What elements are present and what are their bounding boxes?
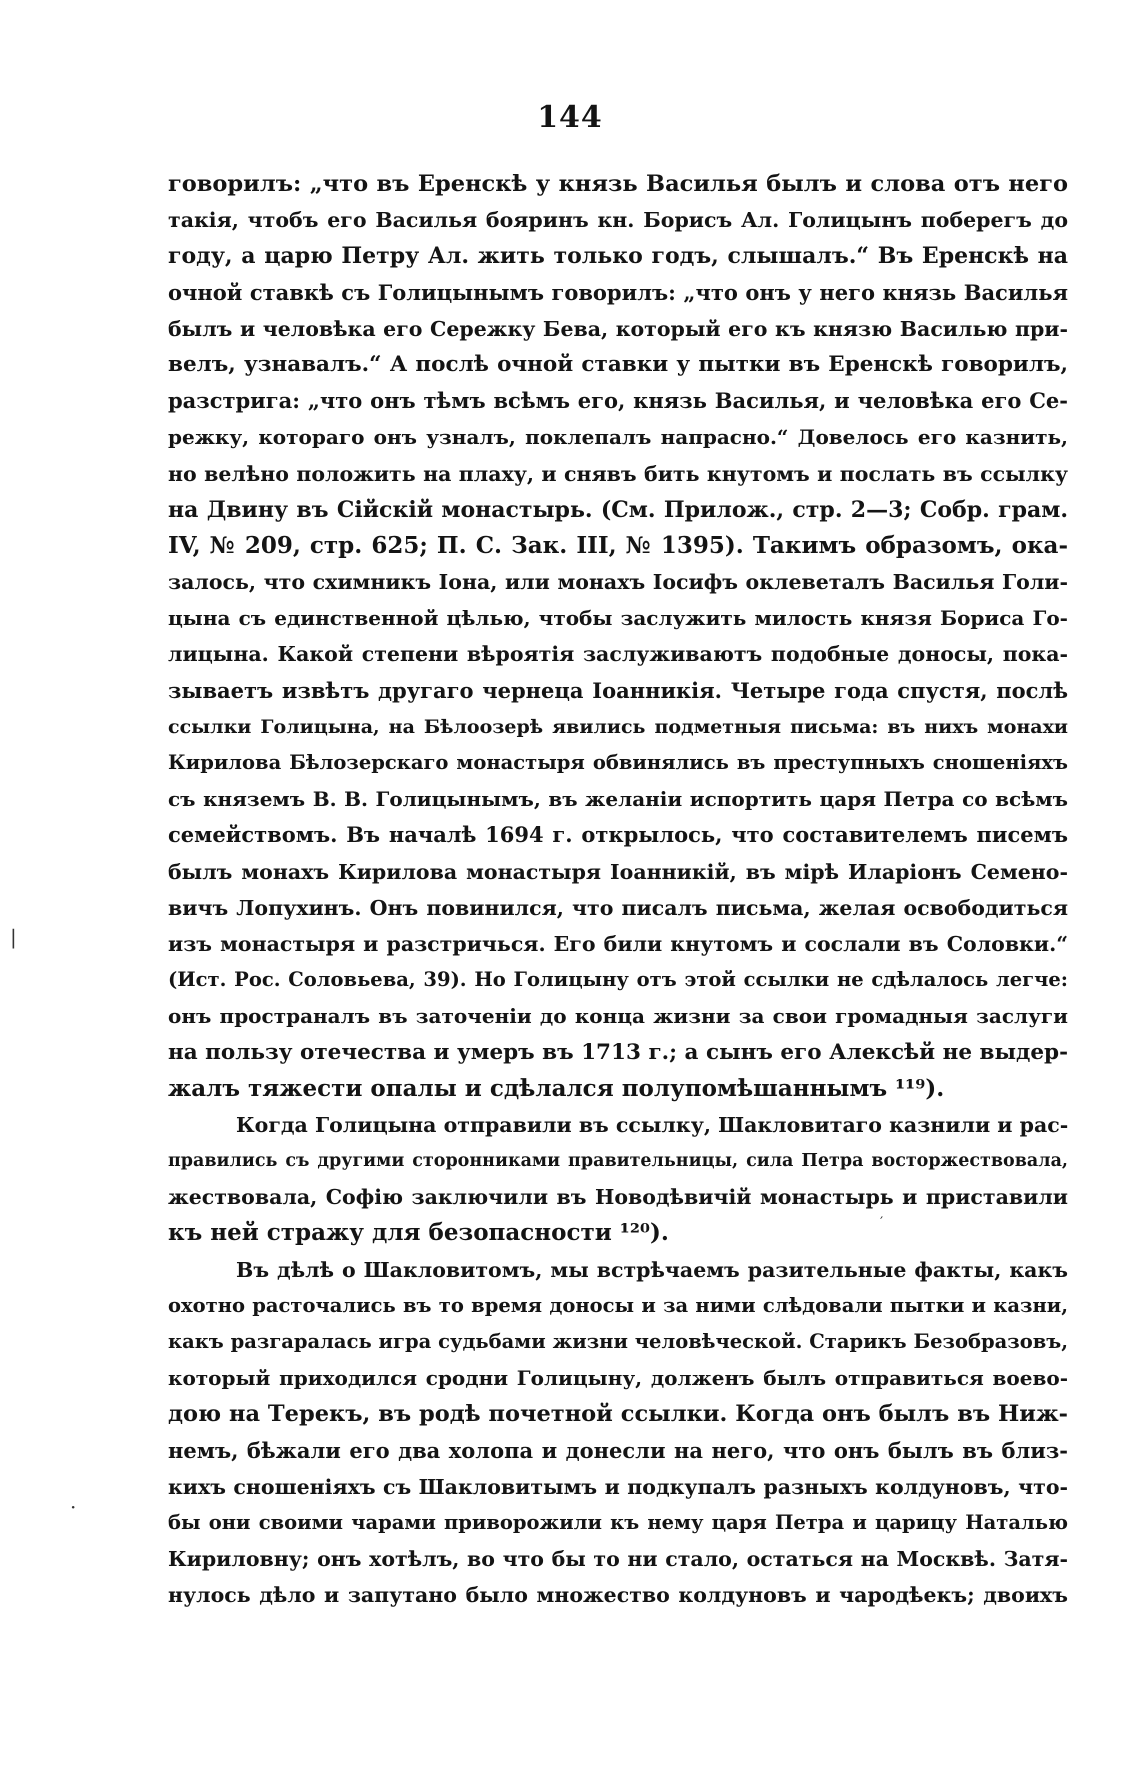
text-line: немъ, бѣжали его два холопа и донесли на него, что онъ былъ въ близ- <box>168 1437 1068 1463</box>
text-line: какъ разгаралась игра судьбами жизни человѣческой. Старикъ Безобразовъ, <box>168 1330 1068 1353</box>
text-line: бы они своими чарами приворожили къ нему царя Петра и царицу Наталью <box>168 1510 1068 1534</box>
text-line: Въ дѣлѣ о Шакловитомъ, мы встрѣчаемъ разительные факты, какъ <box>236 1257 1068 1282</box>
text-line: охотно расточались въ то время доносы и за ними слѣдовали пытки и казни, <box>168 1293 1068 1317</box>
text-line: на пользу отечества и умеръ въ 1713 г.; а сынъ его Алексѣй не выдер- <box>168 1039 1068 1065</box>
text-line: ссылки Голицына, на Бѣлоозерѣ явились подметныя письма: въ нихъ монахи <box>168 715 1068 738</box>
text-line: семействомъ. Въ началѣ 1694 г. открылось, что составителемъ писемъ <box>168 822 1068 848</box>
text-line: залось, что схимникъ Іона, или монахъ Іосифъ оклеветалъ Василья Голи- <box>168 570 1068 595</box>
text-line: кихъ сношеніяхъ съ Шакловитымъ и подкупалъ разныхъ колдуновъ, что- <box>168 1474 1068 1499</box>
text-line: съ княземъ В. В. Голицынымъ, въ желаніи испортить царя Петра со всѣмъ <box>168 787 1068 812</box>
text-line: былъ монахъ Кирилова монастыря Іоанникій, въ мірѣ Иларіонъ Семено- <box>168 859 1068 884</box>
page-number: 144 <box>537 100 603 135</box>
text-line: такія, чтобъ его Василья бояринъ кн. Борисъ Ал. Голицынъ поберегъ до <box>168 208 1068 233</box>
paragraph <box>168 166 1068 1107</box>
ink-speck: ′ <box>880 1215 884 1231</box>
text-line: режку, котораго онъ узналъ, поклепалъ напрасно.“ Довелось его казнить, <box>168 425 1068 450</box>
text-line: жествовала, Софію заключили въ Новодѣвичій монастырь и приставили <box>168 1185 1068 1210</box>
text-line: нулось дѣло и запутано было множество колдуновъ и чародѣекъ; двоихъ <box>168 1583 1068 1608</box>
text-line: году, а царю Петру Ал. жить только годъ, слышалъ.“ Въ Еренскѣ на <box>168 243 1068 270</box>
text-line: изъ монастыря и разстричься. Его били кнутомъ и сослали въ Соловки.“ <box>168 931 1068 956</box>
text-line: велъ, узнавалъ.“ А послѣ очной ставки у пытки въ Еренскѣ говорилъ, <box>168 351 1068 377</box>
text-line: зываетъ извѣтъ другаго чернеца Іоанникія. Четыре года спустя, послѣ <box>168 677 1068 703</box>
text-line: къ ней стражу для безопасности ¹²⁰). <box>168 1219 669 1247</box>
text-line: цына съ единственной цѣлью, чтобы заслужить милость князя Бориса Го- <box>168 606 1068 631</box>
text-line: лицына. Какой степени вѣроятія заслуживаютъ подобные доносы, пока- <box>168 642 1068 667</box>
text-line: Кириловну; онъ хотѣлъ, во что бы то ни стало, остаться на Москвѣ. Затя- <box>168 1547 1068 1572</box>
text-line: былъ и человѣка его Сережку Бева, который его къ князю Василью при- <box>168 316 1068 341</box>
text-line: разстрига: „что онъ тѣмъ всѣмъ его, князь Василья, и человѣка его Се- <box>168 388 1068 414</box>
text-line: Когда Голицына отправили въ ссылку, Шакловитаго казнили и рас- <box>236 1112 1069 1137</box>
text-line: жалъ тяжести опалы и сдѣлался полупомѣшаннымъ ¹¹⁹). <box>168 1074 945 1102</box>
margin-speck: · <box>70 1495 77 1519</box>
text-line: Кирилова Бѣлозерскаго монастыря обвинялись въ преступныхъ сношеніяхъ <box>168 751 1068 774</box>
paragraph <box>168 1107 1068 1252</box>
paragraph <box>168 1252 1068 1614</box>
text-line: дою на Терекъ, въ родѣ почетной ссылки. Когда онъ былъ въ Ниж- <box>168 1401 1068 1428</box>
text-line: на Двину въ Сійскій монастырь. (См. Прилож., стр. 2—3; Собр. грам. <box>168 496 1068 523</box>
text-line: который приходился сродни Голицыну, долженъ былъ отправиться воево- <box>168 1366 1068 1391</box>
text-line: правились съ другими сторонниками правительницы, сила Петра восторжествовала, <box>168 1151 1068 1172</box>
margin-mark: | <box>10 925 17 949</box>
text-line: очной ставкѣ съ Голицынымъ говорилъ: „что онъ у него князь Василья <box>168 279 1068 305</box>
body-text <box>168 166 1068 1614</box>
text-line: вичъ Лопухинъ. Онъ повинился, что писалъ письма, желая освободиться <box>168 895 1068 920</box>
text-line: говорилъ: „что въ Еренскѣ у князь Василья былъ и слова отъ него <box>168 171 1068 197</box>
text-line: онъ пространалъ въ заточеніи до конца жизни за свои громадныя заслуги <box>168 1004 1068 1029</box>
text-line: (Ист. Рос. Соловьева, 39). Но Голицыну отъ этой ссылки не сдѣлалось легче: <box>168 968 1068 992</box>
text-line: IV, № 209, стр. 625; П. С. Зак. III, № 1395). Такимъ образомъ, ока- <box>168 531 1068 559</box>
text-line: но велѣно положить на плаху, и снявъ бить кнутомъ и послать въ ссылку <box>168 461 1068 486</box>
